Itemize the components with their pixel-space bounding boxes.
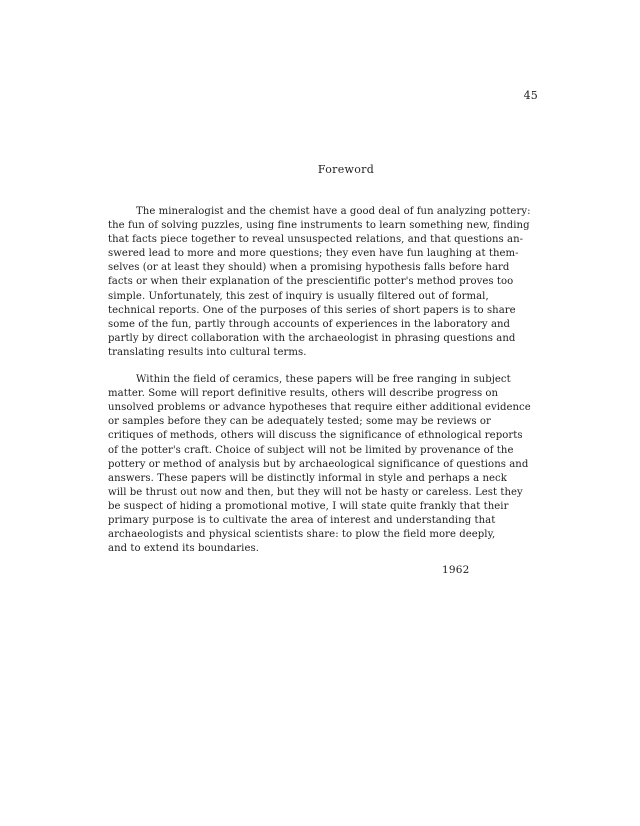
page-title: Foreword <box>317 163 375 176</box>
text-line: will be thrust out now and then, but they will not be hasty or careless. Lest they <box>108 486 523 498</box>
text-line: the fun of solving puzzles, using fine instruments to learn something new, finding <box>108 220 530 232</box>
text-line: technical reports. One of the purposes of this series of short papers is to share <box>108 304 516 316</box>
text-line: archaeologists and physical scientists share: to plow the field more deeply, <box>108 529 496 541</box>
text-line: primary purpose is to cultivate the area of interest and understanding that <box>108 514 496 526</box>
paragraph-1 <box>108 205 560 360</box>
text-line: of the potter's craft. Choice of subject will not be limited by provenance of the <box>108 444 514 456</box>
text-line: some of the fun, partly through accounts of experiences in the laboratory and <box>108 318 511 330</box>
text-line: swered lead to more and more questions; they even have fun laughing at them- <box>108 248 519 260</box>
paragraph-2 <box>108 373 560 556</box>
text-line: that facts piece together to reveal unsuspected relations, and that questions an- <box>108 234 524 246</box>
text-line: pottery or method of analysis but by archaeological significance of questions and <box>108 458 529 470</box>
paragraph-spacer <box>108 360 560 373</box>
date-line: 1962 <box>442 564 470 576</box>
text-line: selves (or at least they should) when a promising hypothesis falls before hard <box>108 262 510 274</box>
text-line: Within the field of ceramics, these papers will be free ranging in subject <box>136 374 511 386</box>
text-line: answers. These papers will be distinctly informal in style and perhaps a neck <box>108 472 507 484</box>
text-line: The mineralogist and the chemist have a good deal of fun analyzing pottery: <box>136 206 531 217</box>
text-line: be suspect of hiding a promotional motive, I will state quite frankly that their <box>108 500 509 512</box>
text-line: or samples before they can be adequately tested; some may be reviews or <box>108 416 491 428</box>
text-line: partly by direct collaboration with the archaeologist in phrasing questions and <box>108 332 516 344</box>
text-line: facts or when their explanation of the prescientific potter's method proves too <box>108 276 514 288</box>
text-line: critiques of methods, others will discuss the significance of ethnological reports <box>108 430 523 442</box>
text-line: unsolved problems or advance hypotheses that require either additional evidence <box>108 402 531 414</box>
text-line: and to extend its boundaries. <box>108 543 259 555</box>
foreword-body <box>108 205 560 556</box>
text-line: translating results into cultural terms. <box>108 346 307 358</box>
text-line: matter. Some will report definitive results, others will describe progress on <box>108 388 499 400</box>
page-number: 45 <box>523 89 538 102</box>
text-line: simple. Unfortunately, this zest of inquiry is usually filtered out of formal, <box>108 290 489 302</box>
